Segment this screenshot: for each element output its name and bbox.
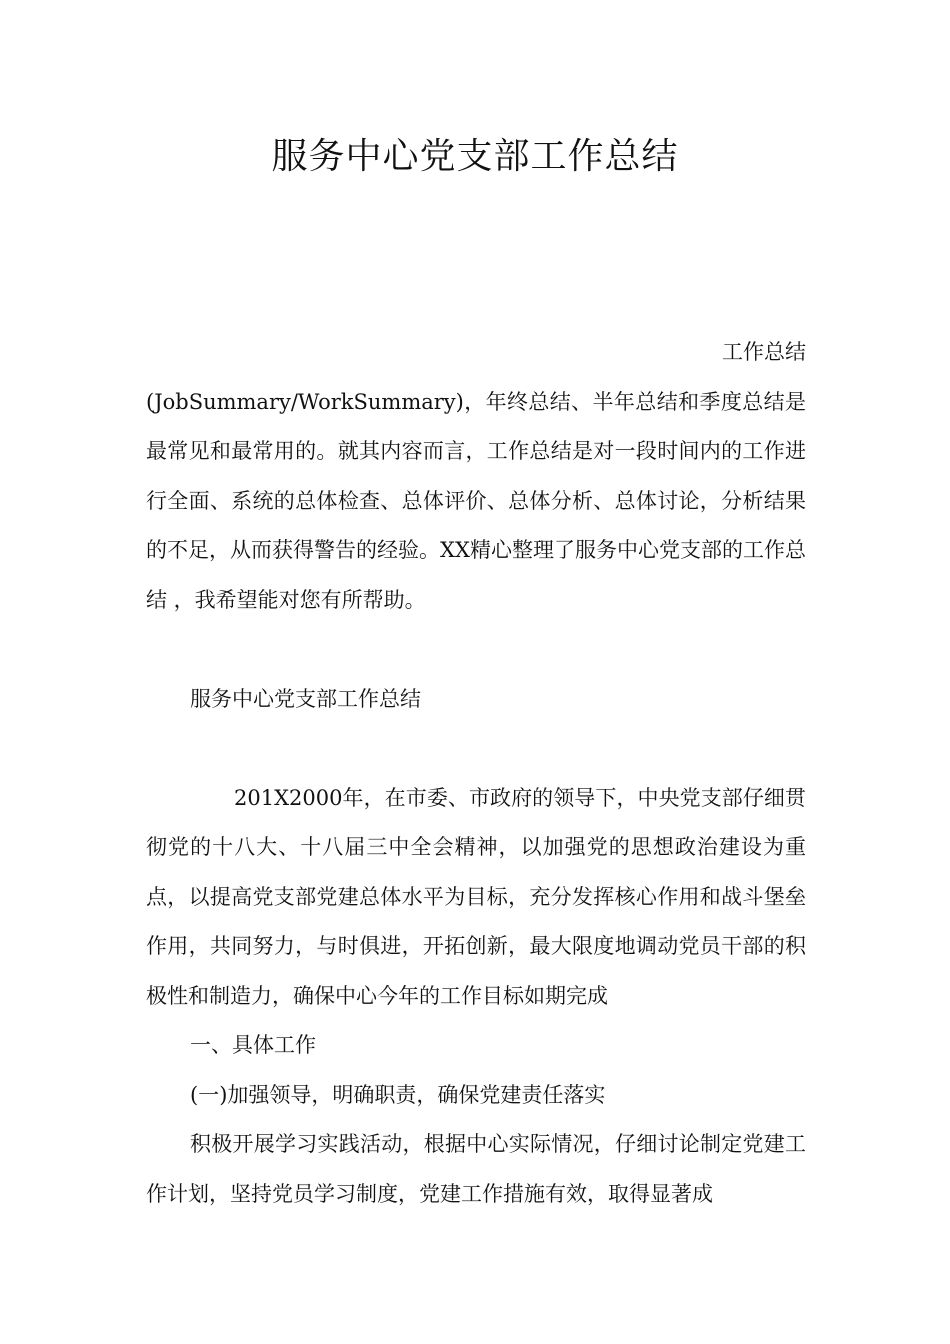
body-paragraph-1: 201X2000年，在市委、市政府的领导下，中央党支部仔细贯彻党的十八大、十八届三中全会精神，以加强党的思想政治建设为重点，以提高党支部党建总体水平为目标，充分发挥核心作用和战斗堡垒作用，共同努力，与时俱进，开拓创新，最大限度地调动党员干部的积极性和制造力，确保中心今年的工作目标如期完成: [146, 785, 806, 1008]
spacer: [146, 625, 806, 675]
document-body: [146, 328, 806, 1219]
body-paragraph-2: 积极开展学习实践活动，根据中心实际情况，仔细讨论制定党建工作计划，坚持党员学习制度，党建工作措施有效，取得显著成: [146, 1132, 806, 1206]
heading-level-1: 一、具体工作: [190, 1033, 316, 1057]
section-subtitle: 服务中心党支部工作总结: [190, 686, 421, 711]
heading-level-2: (一)加强领导，明确职责，确保党建责任落实: [190, 1082, 606, 1107]
document-title: 服务中心党支部工作总结: [271, 136, 679, 177]
intro-label: 工作总结: [722, 340, 806, 364]
intro-paragraph: (JobSummary/WorkSummary)，年终总结、半年总结和季度总结是最常见和最常用的。就其内容而言，工作总结是对一段时间内的工作进行全面、系统的总体检查、总体评价、总体分析、总体讨论，分析结果的不足，从而获得警告的经验。XX精心整理了服务中心党支部的工作总结 ，我希望能对您有所帮助。: [146, 389, 806, 612]
spacer: [146, 724, 806, 774]
